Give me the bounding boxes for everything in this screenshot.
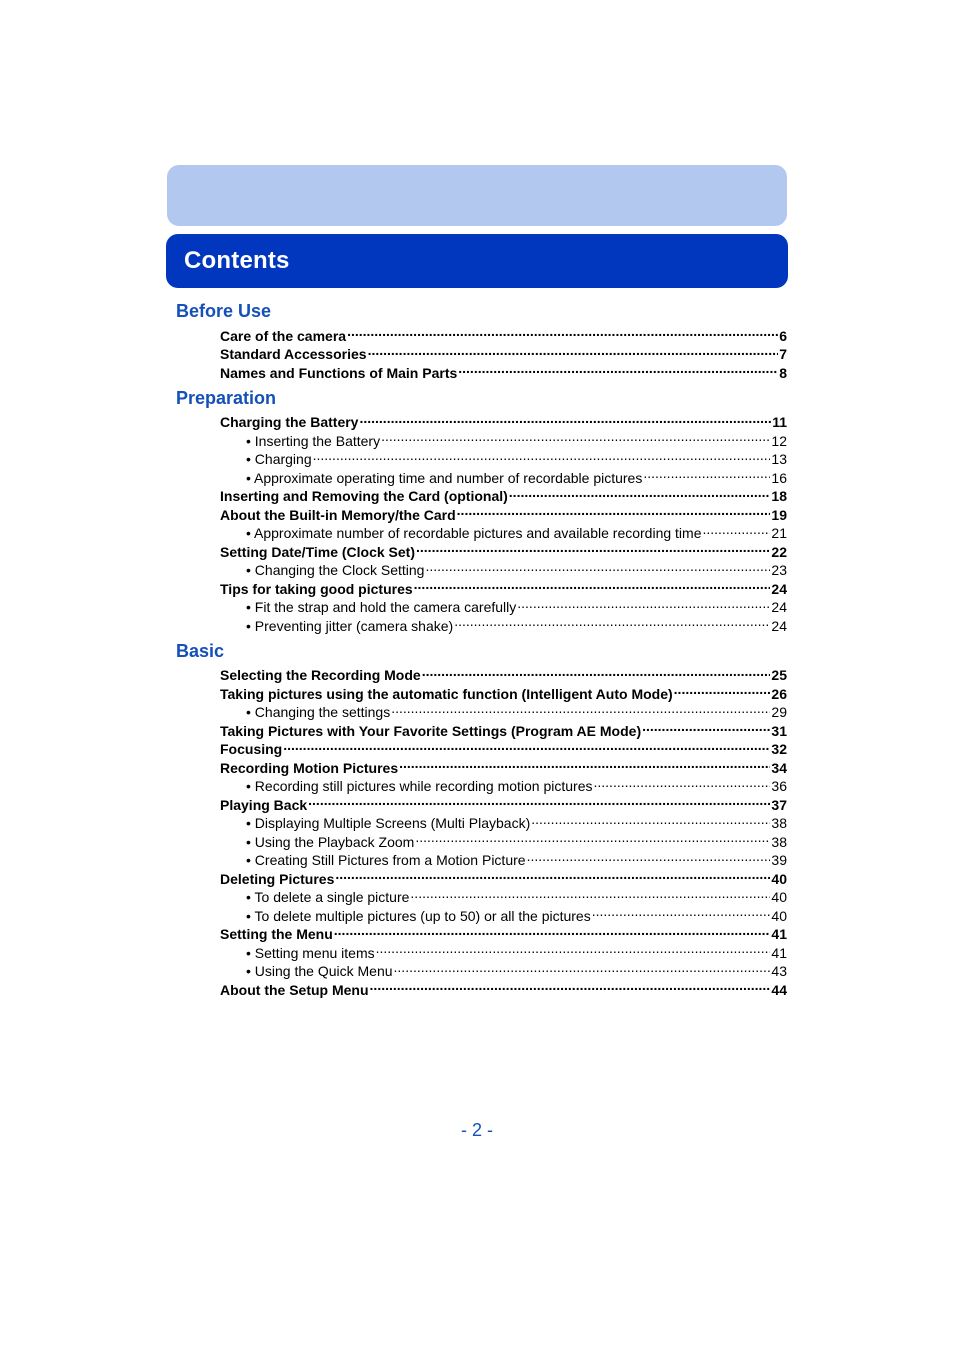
entry-label: • Setting menu items [246, 944, 375, 961]
entry-label: About the Built-in Memory/the Card [220, 506, 456, 523]
dot-leader [368, 341, 779, 360]
entry-page-number: 11 [772, 414, 787, 430]
entry-page-number: 41 [771, 944, 787, 961]
entry-page-number: 12 [771, 432, 787, 449]
dot-leader [391, 699, 770, 718]
dot-leader [347, 322, 778, 341]
entry-label: • Displaying Multiple Screens (Multi Playback) [246, 815, 531, 831]
entry-page-number: 44 [771, 981, 787, 998]
entry-label: Playing Back [220, 796, 308, 813]
entry-label: • Inserting the Battery [246, 432, 381, 449]
dot-leader [414, 575, 771, 594]
dot-leader [415, 828, 770, 847]
dot-leader [359, 409, 771, 428]
toc-entry[interactable] [176, 662, 787, 681]
dot-leader [416, 538, 770, 557]
dot-leader [527, 847, 771, 866]
dot-leader [594, 773, 771, 792]
entry-label: • Fit the strap and hold the camera carefully [246, 599, 517, 615]
dot-leader [517, 594, 770, 613]
dot-leader [642, 717, 770, 736]
entry-label: • Preventing jitter (camera shake) [246, 617, 454, 634]
dot-leader [509, 483, 771, 502]
table-of-contents [176, 300, 787, 1004]
dot-leader [422, 662, 771, 681]
section-heading: Preparation [176, 387, 277, 408]
entry-page-number: 24 [771, 617, 787, 634]
entry-label: • To delete multiple pictures (up to 50) or all the pictures [246, 907, 591, 924]
header-band [167, 165, 787, 226]
dot-leader [410, 884, 770, 903]
entry-page-number: 40 [771, 870, 787, 887]
toc-section [176, 640, 787, 998]
entry-label: Tips for taking good pictures [220, 580, 413, 597]
entry-page-number: 19 [771, 506, 787, 523]
entry-label: • Approximate number of recordable pictures and available recording time [246, 525, 702, 541]
entry-page-number: 40 [771, 889, 787, 905]
entry-page-number: 25 [771, 667, 787, 683]
entry-label: Charging the Battery [220, 414, 359, 430]
toc-entry-list [176, 409, 787, 634]
section-heading: Basic [176, 640, 225, 661]
dot-leader [334, 921, 771, 940]
entry-label: • Using the Quick Menu [246, 963, 393, 979]
entry-page-number: 43 [771, 963, 787, 979]
dot-leader [643, 464, 770, 483]
title-bar [166, 234, 788, 288]
entry-label: Names and Functions of Main Parts [220, 364, 458, 381]
entry-label: Taking Pictures with Your Favorite Settings (Program AE Mode) [220, 722, 642, 739]
entry-page-number: 6 [779, 327, 787, 344]
entry-page-number: 8 [779, 364, 787, 381]
entry-label: • Recording still pictures while recording motion pictures [246, 778, 593, 794]
dot-leader [283, 736, 770, 755]
dot-leader [308, 791, 770, 810]
entry-page-number: 24 [771, 580, 787, 597]
entry-page-number: 40 [771, 907, 787, 924]
entry-label: Setting Date/Time (Clock Set) [220, 543, 416, 560]
entry-label: • Charging [246, 451, 312, 467]
dot-leader [313, 446, 771, 465]
dot-leader [454, 612, 770, 631]
entry-label: About the Setup Menu [220, 981, 369, 998]
entry-label: • Creating Still Pictures from a Motion Picture [246, 852, 526, 868]
entry-page-number: 16 [771, 469, 787, 486]
entry-page-number: 26 [771, 685, 787, 702]
entry-page-number: 7 [779, 346, 787, 362]
dot-leader [399, 754, 770, 773]
entry-page-number: 39 [771, 852, 787, 868]
dot-leader [592, 902, 771, 921]
entry-label: Inserting and Removing the Card (optional) [220, 488, 508, 504]
entry-page-number: 41 [771, 926, 787, 942]
page-number: - 2 - [460, 1120, 493, 1140]
entry-page-number: 37 [771, 796, 787, 813]
entry-label: • Using the Playback Zoom [246, 833, 415, 850]
entry-page-number: 34 [771, 759, 787, 776]
entry-page-number: 23 [771, 562, 787, 578]
entry-page-number: 21 [771, 525, 787, 541]
dot-leader [370, 976, 771, 995]
entry-label: • Approximate operating time and number of recordable pictures [246, 469, 643, 486]
entry-page-number: 18 [771, 488, 787, 504]
dot-leader [674, 680, 771, 699]
dot-leader [394, 958, 771, 977]
entry-label: Setting the Menu [220, 926, 333, 942]
dot-leader [425, 557, 770, 576]
entry-label: Care of the camera [220, 327, 347, 344]
entry-page-number: 36 [771, 778, 787, 794]
page-title: Contents [184, 247, 290, 274]
toc-entry[interactable] [176, 409, 787, 428]
entry-page-number: 32 [771, 741, 787, 757]
entry-label: • To delete a single picture [246, 889, 410, 905]
entry-page-number: 38 [771, 833, 787, 850]
entry-label: Selecting the Recording Mode [220, 667, 421, 683]
dot-leader [458, 359, 778, 378]
dot-leader [457, 501, 771, 520]
dot-leader [376, 939, 771, 958]
entry-label: Deleting Pictures [220, 870, 335, 887]
toc-entry-list [176, 322, 787, 381]
dot-leader [702, 520, 770, 539]
entry-page-number: 13 [771, 451, 787, 467]
toc-section [176, 387, 787, 634]
dot-leader [531, 810, 770, 829]
entry-label: Standard Accessories [220, 346, 367, 362]
section-heading: Before Use [176, 301, 272, 321]
entry-label: • Changing the settings [246, 704, 391, 720]
dot-leader [381, 427, 770, 446]
dot-leader [335, 865, 770, 884]
entry-page-number: 38 [771, 815, 787, 831]
toc-section [176, 300, 787, 381]
entry-label: • Changing the Clock Setting [246, 562, 425, 578]
entry-page-number: 31 [771, 722, 787, 739]
entry-page-number: 24 [771, 599, 787, 615]
entry-label: Taking pictures using the automatic function (Intelligent Auto Mode) [220, 685, 673, 702]
entry-page-number: 29 [771, 704, 787, 720]
entry-label: Focusing [220, 741, 283, 757]
toc-entry-list [176, 662, 787, 998]
toc-entry[interactable] [176, 322, 787, 344]
entry-page-number: 22 [771, 543, 787, 560]
entry-label: Recording Motion Pictures [220, 759, 399, 776]
